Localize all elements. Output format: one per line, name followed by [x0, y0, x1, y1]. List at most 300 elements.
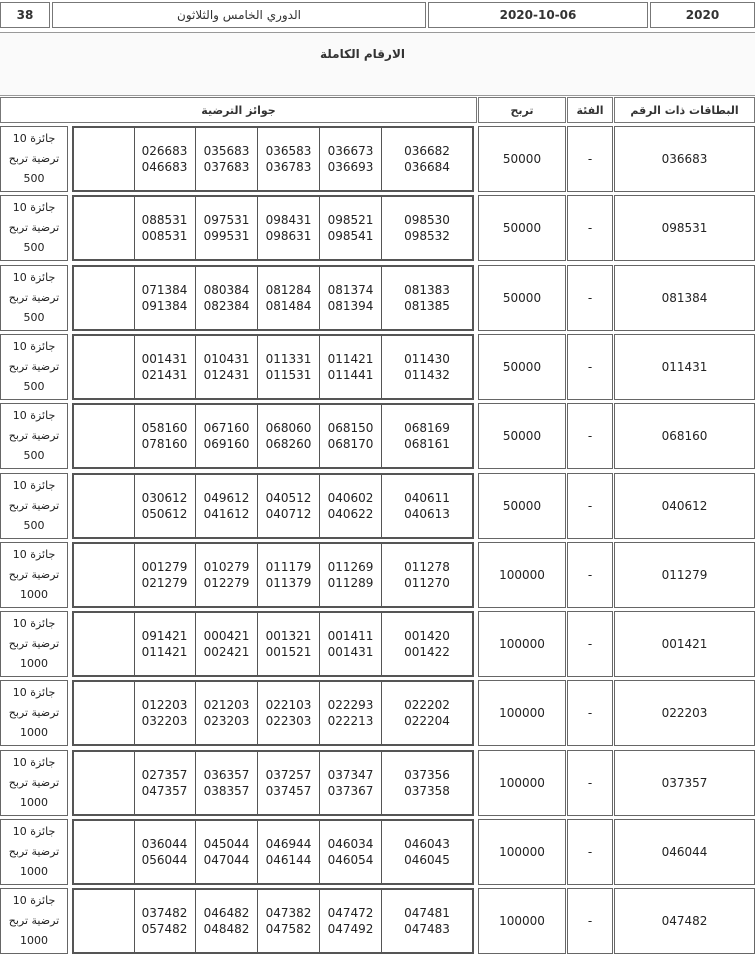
consolation-number: 047044	[203, 853, 250, 867]
consolation-numbers	[72, 126, 474, 192]
consolation-numbers	[72, 888, 474, 954]
table-header	[0, 97, 755, 125]
draw-date: 2020-10-06	[428, 2, 648, 28]
consolation-column	[134, 267, 196, 329]
consolation-summary	[0, 195, 68, 261]
consolation-number: 098521	[327, 213, 374, 228]
consolation-column	[196, 821, 258, 883]
consolation-number: 045044	[203, 837, 250, 851]
consolation-column	[134, 475, 196, 537]
consolation-number: 091384	[141, 298, 188, 313]
consolation-number: 036684	[404, 160, 450, 174]
col-header-consolation: جوائز الترضية	[0, 97, 477, 123]
consolation-number: 046034	[327, 837, 374, 851]
consolation-number: 088531	[141, 213, 188, 228]
consolation-column	[196, 336, 258, 398]
blank-cell	[74, 405, 135, 467]
consolation-number: 001279	[141, 559, 188, 574]
consolation-number: 049612	[203, 490, 250, 505]
consolation-number: 071384	[141, 282, 188, 297]
consolation-column	[258, 197, 320, 259]
category: -	[567, 334, 613, 400]
consolation-column	[196, 613, 258, 675]
consolation-column	[382, 128, 472, 190]
category: -	[567, 680, 613, 746]
consolation-number: 022202	[404, 698, 450, 713]
consolation-column	[382, 682, 472, 744]
consolation-number: 001431	[327, 645, 374, 660]
consolation-number: 040512	[265, 490, 312, 505]
consolation-column	[134, 682, 196, 744]
consolation-summary	[0, 611, 68, 677]
summary-label: ترضية تربح	[8, 775, 60, 789]
consolation-number: 068260	[265, 437, 312, 452]
consolation-column	[320, 405, 382, 467]
consolation-column	[196, 405, 258, 467]
summary-label: ترضية تربح	[8, 290, 60, 304]
consolation-number: 041612	[203, 506, 250, 521]
consolation-number: 008531	[141, 229, 188, 244]
category: -	[567, 542, 613, 608]
consolation-number: 082384	[203, 298, 250, 313]
consolation-number: 056044	[141, 853, 188, 867]
consolation-number: 011421	[327, 351, 374, 366]
consolation-column	[382, 821, 472, 883]
consolation-number: 067160	[203, 421, 250, 436]
prize-amount: 50000	[478, 265, 566, 331]
consolation-number: 026683	[141, 144, 188, 158]
consolation-column	[320, 890, 382, 952]
consolation-number: 035683	[203, 144, 250, 158]
blank-cell	[74, 613, 135, 675]
consolation-number: 046683	[141, 160, 188, 174]
consolation-column	[134, 752, 196, 814]
consolation-number: 001521	[265, 645, 312, 660]
consolation-column	[258, 752, 320, 814]
consolation-number: 069160	[203, 437, 250, 452]
summary-amount: 1000	[20, 587, 48, 601]
consolation-number: 097531	[203, 213, 250, 228]
consolation-column	[196, 752, 258, 814]
category: -	[567, 126, 613, 192]
consolation-column	[196, 890, 258, 952]
consolation-number: 081394	[327, 298, 374, 313]
prize-amount: 50000	[478, 334, 566, 400]
consolation-number: 040712	[265, 506, 312, 521]
card-number: 047482	[614, 888, 755, 954]
consolation-number: 021279	[141, 575, 188, 590]
consolation-number: 022303	[265, 714, 312, 729]
consolation-column	[258, 336, 320, 398]
consolation-column	[320, 613, 382, 675]
prize-amount: 100000	[478, 611, 566, 677]
prize-amount: 50000	[478, 195, 566, 261]
consolation-number: 021431	[141, 367, 188, 382]
consolation-number: 011430	[404, 351, 450, 366]
consolation-number: 068060	[265, 421, 312, 436]
consolation-column	[382, 613, 472, 675]
consolation-column	[134, 128, 196, 190]
consolation-column	[258, 821, 320, 883]
consolation-number: 022293	[327, 698, 374, 713]
consolation-column	[134, 613, 196, 675]
summary-count: 10 جائزة	[12, 478, 56, 492]
consolation-number: 098541	[327, 229, 374, 244]
consolation-number: 032203	[141, 714, 188, 729]
prize-amount: 100000	[478, 542, 566, 608]
consolation-column	[258, 544, 320, 606]
consolation-number: 012203	[141, 698, 188, 713]
consolation-number: 057482	[141, 922, 188, 937]
consolation-column	[320, 336, 382, 398]
consolation-numbers	[72, 334, 474, 400]
consolation-number: 046054	[327, 853, 374, 867]
consolation-number: 000421	[203, 629, 250, 644]
consolation-numbers	[72, 611, 474, 677]
consolation-number: 027357	[141, 767, 188, 782]
consolation-number: 046482	[203, 906, 250, 921]
consolation-numbers	[72, 473, 474, 539]
consolation-number: 011379	[265, 575, 312, 590]
consolation-number: 036673	[327, 144, 374, 158]
consolation-column	[258, 613, 320, 675]
prize-amount: 100000	[478, 680, 566, 746]
col-header-category: الفئة	[567, 97, 613, 123]
table-row	[0, 542, 755, 608]
consolation-number: 068169	[404, 421, 450, 436]
consolation-number: 081385	[404, 298, 450, 313]
consolation-summary	[0, 265, 68, 331]
consolation-number: 001431	[141, 351, 188, 366]
consolation-column	[382, 197, 472, 259]
category: -	[567, 195, 613, 261]
consolation-number: 038357	[203, 783, 250, 798]
summary-label: ترضية تربح	[8, 567, 60, 581]
table-row	[0, 126, 755, 192]
draw-year: 2020	[650, 2, 755, 28]
category: -	[567, 473, 613, 539]
consolation-number: 021203	[203, 698, 250, 713]
consolation-number: 023203	[203, 714, 250, 729]
consolation-number: 012431	[203, 367, 250, 382]
summary-amount: 500	[23, 449, 45, 463]
consolation-column	[382, 267, 472, 329]
consolation-column	[196, 544, 258, 606]
consolation-number: 011432	[404, 367, 450, 382]
consolation-number: 068150	[327, 421, 374, 436]
consolation-column	[134, 197, 196, 259]
consolation-numbers	[72, 680, 474, 746]
consolation-number: 040602	[327, 490, 374, 505]
category: -	[567, 888, 613, 954]
consolation-number: 048482	[203, 922, 250, 937]
prize-amount: 100000	[478, 888, 566, 954]
consolation-column	[382, 405, 472, 467]
consolation-number: 050612	[141, 506, 188, 521]
summary-count: 10 جائزة	[12, 755, 56, 769]
consolation-column	[258, 682, 320, 744]
consolation-number: 037457	[265, 783, 312, 798]
consolation-column	[196, 267, 258, 329]
summary-count: 10 جائزة	[12, 409, 56, 423]
consolation-column	[382, 475, 472, 537]
consolation-summary	[0, 750, 68, 816]
summary-amount: 500	[23, 241, 45, 255]
summary-amount: 1000	[20, 934, 48, 948]
summary-count: 10 جائزة	[12, 201, 56, 215]
card-number: 037357	[614, 750, 755, 816]
header-bar	[0, 0, 755, 30]
table-row	[0, 680, 755, 746]
table-row	[0, 195, 755, 261]
consolation-number: 046043	[404, 837, 450, 851]
consolation-number: 011270	[404, 575, 450, 590]
consolation-column	[320, 128, 382, 190]
consolation-number: 037257	[265, 767, 312, 782]
section-title-band	[0, 32, 755, 96]
blank-cell	[74, 821, 135, 883]
category: -	[567, 403, 613, 469]
consolation-number: 022213	[327, 714, 374, 729]
consolation-number: 011289	[327, 575, 374, 590]
summary-count: 10 جائزة	[12, 339, 56, 353]
card-number: 011279	[614, 542, 755, 608]
consolation-summary	[0, 473, 68, 539]
consolation-number: 068170	[327, 437, 374, 452]
consolation-summary	[0, 819, 68, 885]
consolation-summary	[0, 126, 68, 192]
col-header-prize: تربح	[478, 97, 566, 123]
summary-count: 10 جائزة	[12, 686, 56, 700]
consolation-number: 002421	[203, 645, 250, 660]
consolation-number: 098530	[404, 213, 450, 228]
category: -	[567, 819, 613, 885]
consolation-number: 081484	[265, 298, 312, 313]
consolation-number: 036693	[327, 160, 374, 174]
consolation-column	[320, 544, 382, 606]
consolation-number: 011331	[265, 351, 312, 366]
consolation-number: 011531	[265, 367, 312, 382]
consolation-number: 081284	[265, 282, 312, 297]
summary-label: ترضية تربح	[8, 637, 60, 651]
consolation-number: 011179	[265, 559, 312, 574]
table-row	[0, 819, 755, 885]
consolation-column	[258, 475, 320, 537]
consolation-column	[134, 405, 196, 467]
consolation-column	[258, 405, 320, 467]
card-number: 011431	[614, 334, 755, 400]
consolation-number: 037683	[203, 160, 250, 174]
blank-cell	[74, 197, 135, 259]
consolation-number: 022103	[265, 698, 312, 713]
consolation-column	[258, 128, 320, 190]
table-row	[0, 750, 755, 816]
prize-amount: 100000	[478, 819, 566, 885]
card-number: 098531	[614, 195, 755, 261]
table-row	[0, 403, 755, 469]
consolation-number: 098631	[265, 229, 312, 244]
consolation-number: 098532	[404, 229, 450, 244]
consolation-number: 047582	[265, 922, 312, 937]
blank-cell	[74, 890, 135, 952]
prize-amount: 50000	[478, 473, 566, 539]
draw-number: 38	[0, 2, 50, 28]
category: -	[567, 265, 613, 331]
consolation-number: 001420	[404, 629, 450, 644]
consolation-column	[258, 890, 320, 952]
table-row	[0, 473, 755, 539]
consolation-column	[320, 197, 382, 259]
table-row	[0, 265, 755, 331]
consolation-numbers	[72, 265, 474, 331]
consolation-number: 040622	[327, 506, 374, 521]
consolation-summary	[0, 542, 68, 608]
consolation-column	[320, 821, 382, 883]
consolation-number: 068161	[404, 437, 450, 452]
summary-amount: 500	[23, 310, 45, 324]
summary-count: 10 جائزة	[12, 270, 56, 284]
consolation-column	[134, 544, 196, 606]
consolation-number: 010279	[203, 559, 250, 574]
summary-amount: 1000	[20, 726, 48, 740]
prize-amount: 50000	[478, 403, 566, 469]
card-number: 046044	[614, 819, 755, 885]
summary-amount: 500	[23, 379, 45, 393]
consolation-summary	[0, 403, 68, 469]
summary-amount: 500	[23, 172, 45, 185]
summary-amount: 1000	[20, 865, 48, 878]
summary-count: 10 جائزة	[12, 132, 56, 145]
summary-amount: 1000	[20, 657, 48, 671]
consolation-summary	[0, 888, 68, 954]
card-number: 036683	[614, 126, 755, 192]
summary-label: ترضية تربح	[8, 498, 60, 512]
consolation-number: 047472	[327, 906, 374, 921]
summary-count: 10 جائزة	[12, 617, 56, 631]
consolation-number: 047481	[404, 906, 450, 921]
consolation-column	[382, 336, 472, 398]
blank-cell	[74, 336, 135, 398]
consolation-number: 001411	[327, 629, 374, 644]
consolation-column	[196, 682, 258, 744]
consolation-number: 010431	[203, 351, 250, 366]
card-number: 001421	[614, 611, 755, 677]
consolation-number: 012279	[203, 575, 250, 590]
consolation-number: 047382	[265, 906, 312, 921]
section-title: الارقام الكاملة	[319, 47, 405, 61]
consolation-number: 047483	[404, 922, 450, 937]
blank-cell	[74, 475, 135, 537]
card-number: 040612	[614, 473, 755, 539]
consolation-number: 011441	[327, 367, 374, 382]
summary-label: ترضية تربح	[8, 845, 60, 858]
summary-count: 10 جائزة	[12, 825, 56, 838]
summary-label: ترضية تربح	[8, 429, 60, 443]
consolation-number: 046944	[265, 837, 312, 851]
category: -	[567, 750, 613, 816]
consolation-column	[196, 197, 258, 259]
consolation-number: 091421	[141, 629, 188, 644]
prize-amount: 100000	[478, 750, 566, 816]
consolation-number: 037347	[327, 767, 374, 782]
consolation-numbers	[72, 403, 474, 469]
consolation-number: 037358	[404, 783, 450, 798]
table-row	[0, 334, 755, 400]
summary-amount: 1000	[20, 795, 48, 809]
consolation-number: 036044	[141, 837, 188, 851]
consolation-number: 040611	[404, 490, 450, 505]
consolation-number: 011278	[404, 559, 450, 574]
summary-label: ترضية تربح	[8, 152, 60, 165]
consolation-number: 036583	[265, 144, 312, 158]
consolation-column	[382, 752, 472, 814]
category: -	[567, 611, 613, 677]
consolation-column	[134, 821, 196, 883]
consolation-number: 037367	[327, 783, 374, 798]
consolation-number: 011421	[141, 645, 188, 660]
card-number: 081384	[614, 265, 755, 331]
table-row	[0, 611, 755, 677]
draw-title: الدوري الخامس والثلاثون	[52, 2, 426, 28]
summary-amount: 500	[23, 518, 45, 532]
blank-cell	[74, 544, 135, 606]
summary-label: ترضية تربح	[8, 706, 60, 720]
consolation-column	[320, 475, 382, 537]
consolation-number: 047357	[141, 783, 188, 798]
blank-cell	[74, 267, 135, 329]
consolation-number: 001422	[404, 645, 450, 660]
consolation-number: 037482	[141, 906, 188, 921]
consolation-number: 036783	[265, 160, 312, 174]
summary-label: ترضية تربح	[8, 914, 60, 928]
blank-cell	[74, 128, 135, 190]
consolation-number: 022204	[404, 714, 450, 729]
consolation-numbers	[72, 819, 474, 885]
col-header-cards: البطاقات ذات الرقم	[614, 97, 755, 123]
table-row	[0, 888, 755, 954]
consolation-number: 036682	[404, 144, 450, 158]
consolation-number: 098431	[265, 213, 312, 228]
blank-cell	[74, 682, 135, 744]
consolation-column	[320, 682, 382, 744]
consolation-number: 081383	[404, 282, 450, 297]
consolation-numbers	[72, 195, 474, 261]
blank-cell	[74, 752, 135, 814]
consolation-column	[382, 544, 472, 606]
consolation-number: 080384	[203, 282, 250, 297]
summary-count: 10 جائزة	[12, 894, 56, 908]
summary-label: ترضية تربح	[8, 359, 60, 373]
consolation-number: 036357	[203, 767, 250, 782]
consolation-column	[320, 267, 382, 329]
consolation-number: 011269	[327, 559, 374, 574]
consolation-summary	[0, 334, 68, 400]
card-number: 022203	[614, 680, 755, 746]
consolation-column	[320, 752, 382, 814]
consolation-column	[134, 336, 196, 398]
consolation-numbers	[72, 750, 474, 816]
consolation-number: 037356	[404, 767, 450, 782]
consolation-number: 081374	[327, 282, 374, 297]
consolation-number: 058160	[141, 421, 188, 436]
consolation-summary	[0, 680, 68, 746]
consolation-column	[196, 475, 258, 537]
consolation-number: 040613	[404, 506, 450, 521]
consolation-number: 046144	[265, 853, 312, 867]
consolation-number: 030612	[141, 490, 188, 505]
prize-amount: 50000	[478, 126, 566, 192]
consolation-column	[134, 890, 196, 952]
